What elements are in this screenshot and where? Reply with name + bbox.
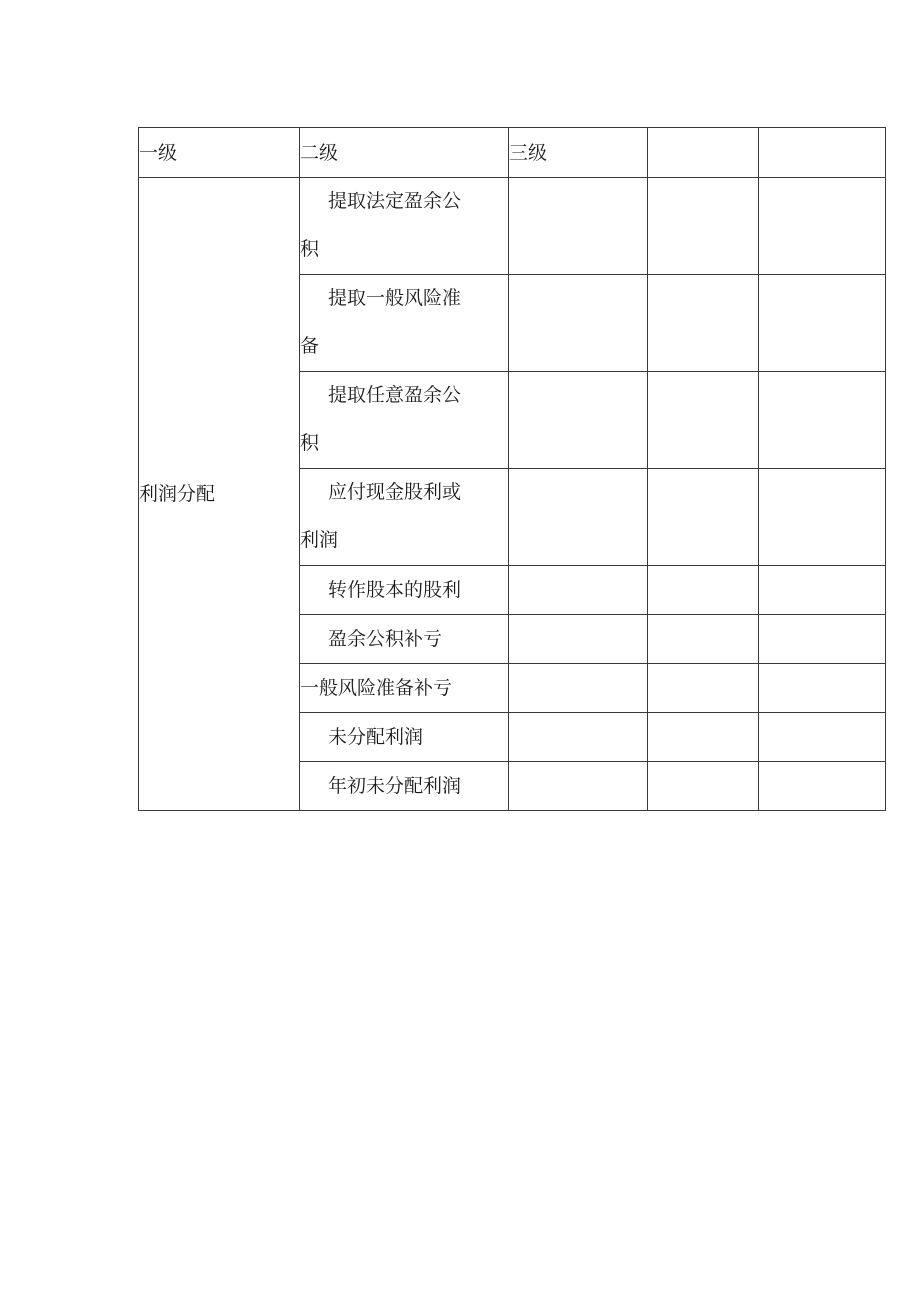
level2-label: 提取任意盈余公积 — [300, 384, 462, 454]
col4-cell — [648, 372, 759, 469]
level3-cell — [509, 762, 648, 811]
col4-cell — [648, 566, 759, 615]
level2-cell — [300, 178, 509, 275]
level2-cell — [300, 664, 509, 713]
level2-label: 提取一般风险准备 — [300, 287, 462, 357]
table-row — [139, 178, 886, 275]
col5-cell — [759, 615, 886, 664]
level2-cell — [300, 566, 509, 615]
level2-label: 一般风险准备补亏 — [300, 677, 453, 699]
col5-cell — [759, 762, 886, 811]
header-col4 — [648, 128, 759, 178]
level2-cell — [300, 713, 509, 762]
level3-cell — [509, 713, 648, 762]
level3-cell — [509, 566, 648, 615]
col4-cell — [648, 713, 759, 762]
col5-cell — [759, 664, 886, 713]
col4-cell — [648, 469, 759, 566]
level3-cell — [509, 178, 648, 275]
col4-cell — [648, 762, 759, 811]
col4-cell — [648, 615, 759, 664]
col5-cell — [759, 178, 886, 275]
level3-cell — [509, 664, 648, 713]
header-level1: 一级 — [139, 128, 300, 178]
col4-cell — [648, 275, 759, 372]
account-table — [138, 127, 886, 811]
level1-cell — [139, 178, 300, 811]
level2-label: 未分配利润 — [328, 726, 424, 748]
col4-cell — [648, 664, 759, 713]
level1-label: 利润分配 — [139, 483, 216, 505]
level2-label: 盈余公积补亏 — [328, 628, 443, 650]
level2-label: 年初未分配利润 — [328, 775, 462, 797]
level3-cell — [509, 275, 648, 372]
level2-cell — [300, 372, 509, 469]
level3-cell — [509, 469, 648, 566]
col5-cell — [759, 372, 886, 469]
header-col5 — [759, 128, 886, 178]
level2-label: 转作股本的股利 — [328, 579, 462, 601]
level2-cell — [300, 762, 509, 811]
col5-cell — [759, 713, 886, 762]
header-level3: 三级 — [509, 128, 648, 178]
level2-label: 提取法定盈余公积 — [300, 190, 462, 260]
level3-cell — [509, 615, 648, 664]
level2-cell — [300, 615, 509, 664]
level3-cell — [509, 372, 648, 469]
col5-cell — [759, 469, 886, 566]
col5-cell — [759, 566, 886, 615]
col5-cell — [759, 275, 886, 372]
level2-cell — [300, 275, 509, 372]
header-row — [139, 128, 886, 178]
col4-cell — [648, 178, 759, 275]
header-level2: 二级 — [300, 128, 509, 178]
level2-label: 应付现金股利或利润 — [300, 481, 462, 551]
level2-cell — [300, 469, 509, 566]
